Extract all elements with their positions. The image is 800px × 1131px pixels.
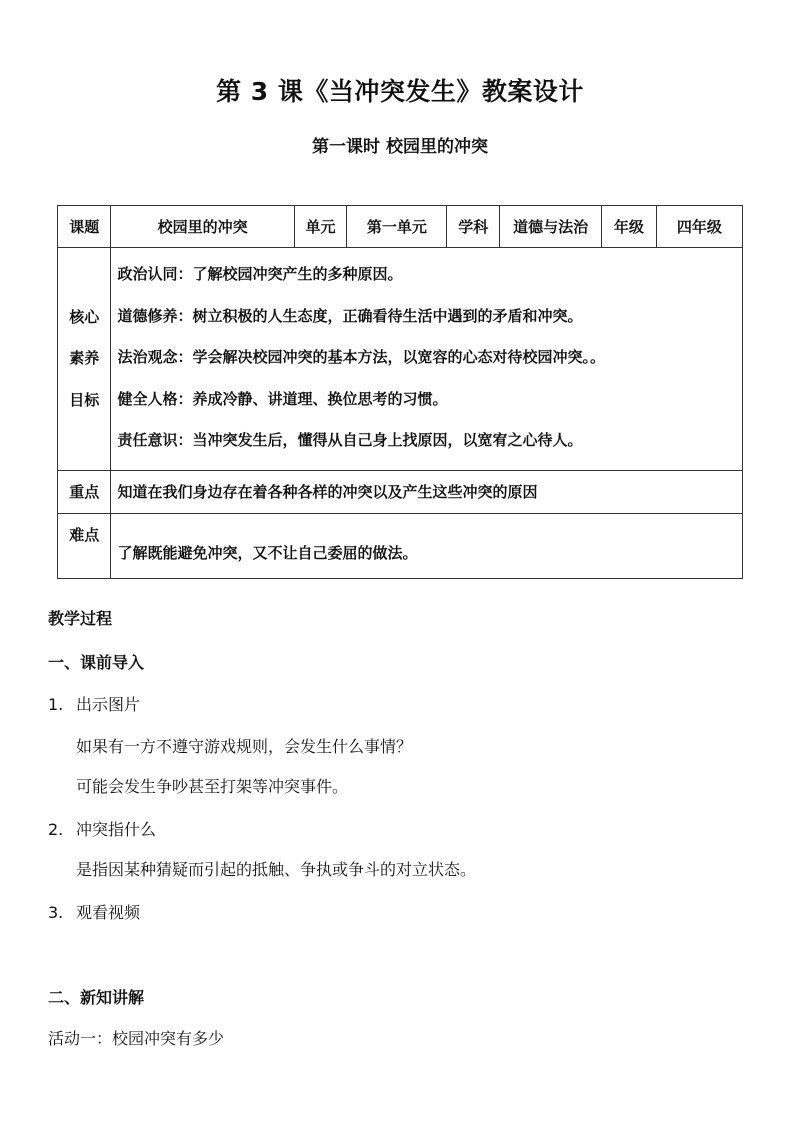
- goal-item: 法治观念：学会解决校园冲突的基本方法，以宽容的心态对待校园冲突。。: [117, 348, 605, 366]
- list-text: 冲突指什么: [76, 820, 157, 839]
- goals-row: [58, 248, 743, 471]
- goals-list: [111, 248, 743, 471]
- goal-item: 责任意识：当冲突发生后，懂得从自己身上找原因，以宽宥之心待人。: [117, 431, 583, 449]
- list-item: [48, 692, 140, 715]
- activity-title: 活动一：校园冲突有多少: [48, 1029, 225, 1048]
- difficulty-row: [58, 513, 743, 578]
- difficulty-label: 难点: [58, 513, 111, 578]
- list-number: 2.: [48, 820, 64, 839]
- list-number: 3.: [48, 903, 64, 922]
- list-text: 观看视频: [76, 903, 141, 922]
- goal-item: 健全人格：养成冷静、讲道理、换位思考的习惯。: [117, 389, 448, 408]
- unit-value: 第一单元: [347, 206, 447, 248]
- goals-label-line: 目标: [69, 390, 100, 409]
- goals-label-line: 素养: [69, 349, 100, 367]
- subject-label: 学科: [447, 206, 500, 248]
- list-subtext: 如果有一方不遵守游戏规则，会发生什么事情？: [76, 737, 413, 756]
- section-title: 一、课前导入: [48, 653, 145, 672]
- grade-label: 年级: [602, 206, 657, 248]
- key-point-text: 知道在我们身边存在着各种各样的冲突以及产生这些冲突的原因: [111, 470, 743, 513]
- topic-label: 课题: [58, 206, 111, 248]
- table-header-row: [58, 206, 743, 248]
- goal-item: 政治认同：了解校园冲突产生的多种原因。: [117, 265, 403, 283]
- list-item: [48, 817, 156, 840]
- goals-label: [58, 248, 111, 471]
- list-item: [48, 900, 140, 923]
- document-title: 第 3 课《当冲突发生》教案设计: [216, 77, 584, 106]
- difficulty-text: 了解既能避免冲突，又不让自己委屈的做法。: [111, 513, 743, 578]
- grade-value: 四年级: [656, 206, 742, 248]
- goals-label-line: 核心: [69, 307, 100, 326]
- list-subtext: 可能会发生争吵甚至打架等冲突事件。: [76, 777, 349, 796]
- topic-value: 校园里的冲突: [111, 206, 294, 248]
- key-point-label: 重点: [58, 470, 111, 513]
- lesson-subtitle: 第一课时 校园里的冲突: [312, 137, 488, 157]
- list-text: 出示图片: [76, 695, 141, 714]
- lesson-info-table: [57, 205, 743, 579]
- subject-value: 道德与法治: [500, 206, 602, 248]
- list-subtext: 是指因某种猜疑而引起的抵触、争执或争斗的对立状态。: [76, 860, 477, 879]
- list-number: 1.: [48, 695, 64, 714]
- section-title: 二、新知讲解: [48, 988, 145, 1007]
- unit-label: 单元: [294, 206, 347, 248]
- key-point-row: [58, 470, 743, 513]
- process-heading: 教学过程: [48, 609, 113, 628]
- goal-item: 道德修养：树立积极的人生态度，正确看待生活中遇到的矛盾和冲突。: [117, 306, 583, 325]
